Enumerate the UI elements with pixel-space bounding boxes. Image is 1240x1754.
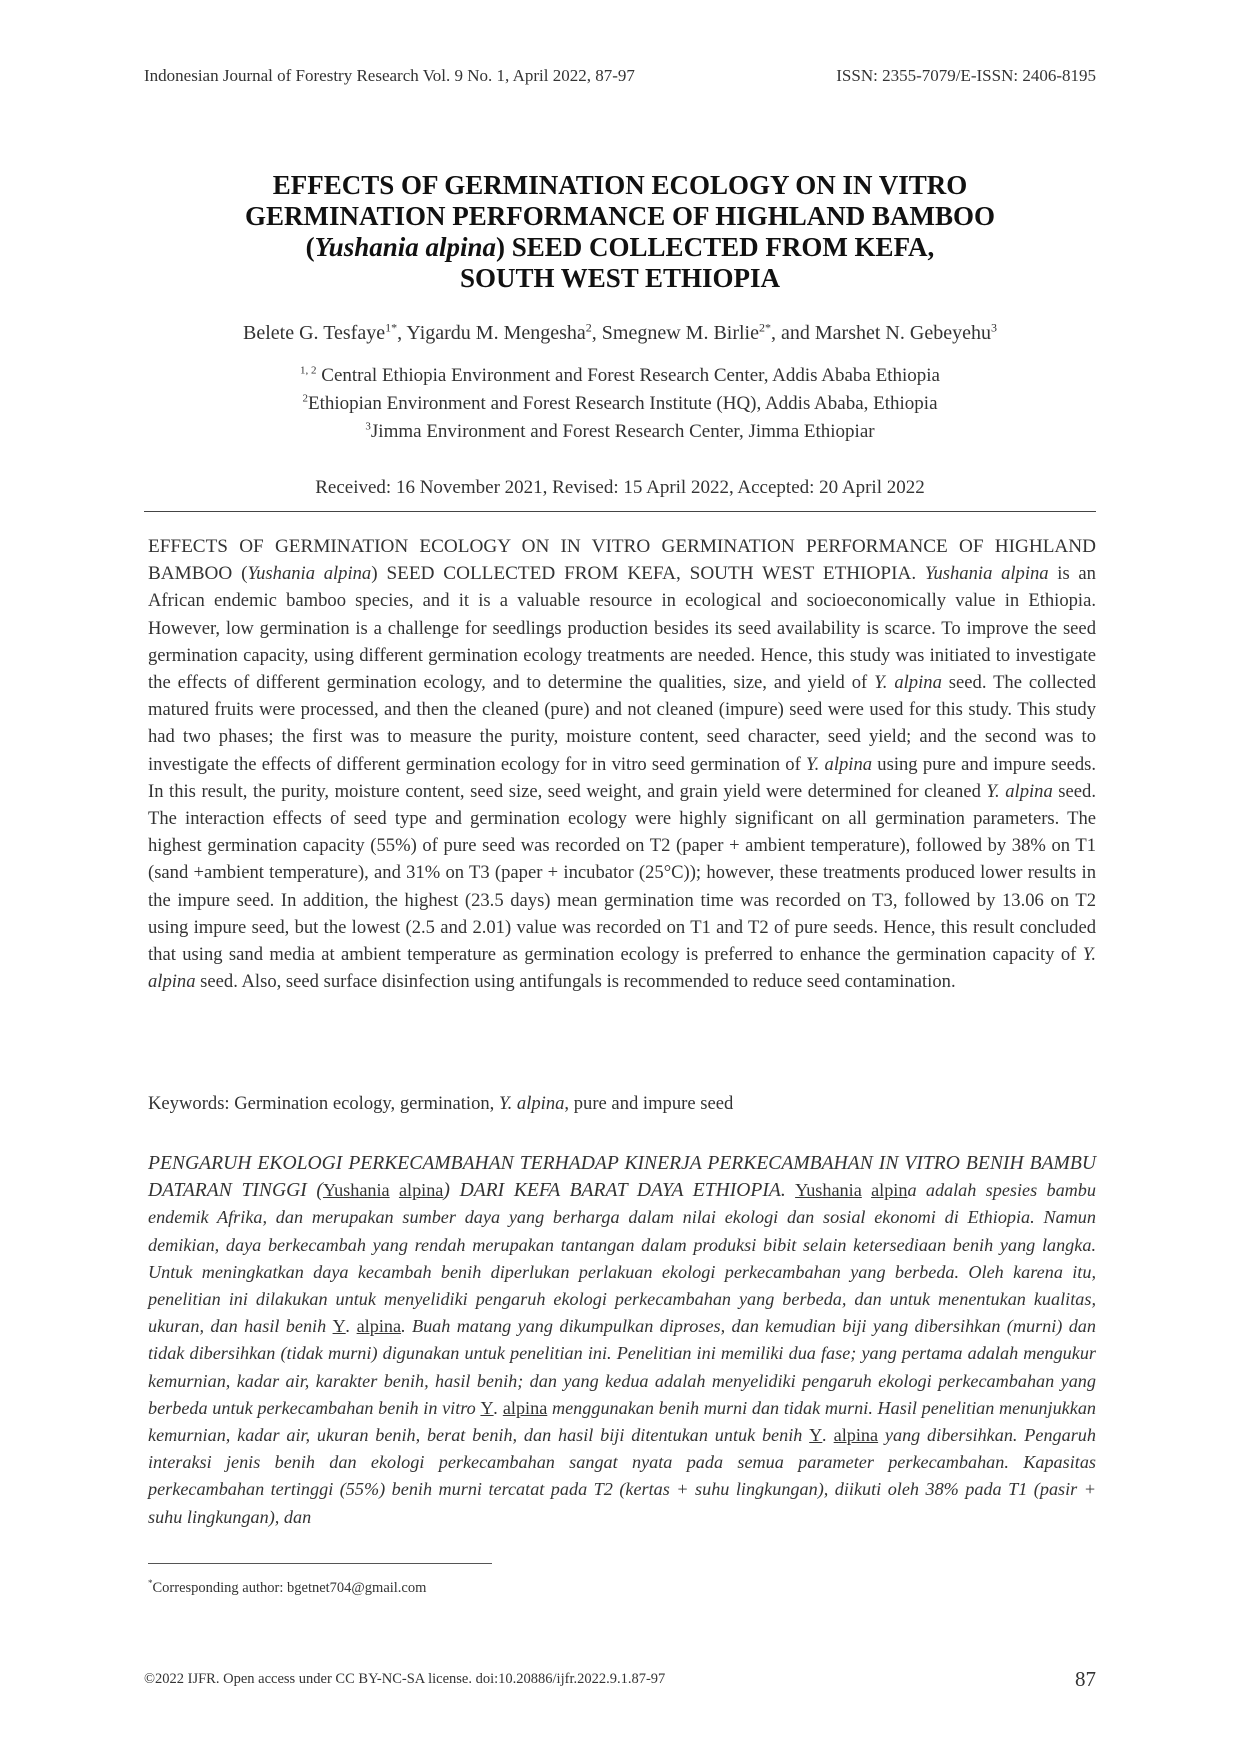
abstract-text: using pure and impure seeds. In this result, the purity, moisture content, seed size, seed weight, and grain yield were determined for cleaned [148, 753, 1096, 802]
abstract-heading: EFFECTS OF GERMINATION ECOLOGY ON IN VITRO GERMINATION PERFORMANCE OF HIGHLAND BAMBOO ( [148, 536, 1096, 585]
abstrak-text: yang dibersihkan. Pengaruh interaksi jenis benih dan ekologi perkecambahan sangat nyata pada semua parameter perkecambahan. Kapasitas perkecambahan tertinggi (55%) benih murni tercatat pada T2 (kertas + suhu lingkungan), diikuti oleh 38% pada T1 (pasir + suhu lingkungan), dan [148, 1425, 1096, 1527]
running-head [144, 66, 1096, 90]
species-name: Y. alpina [874, 672, 942, 694]
abstract-text: seed. The collected matured fruits were processed, and then the cleaned (pure) and not cleaned (impure) seed were used for this study. This study had two phases; the first was to measure the purity, moisture content, seed character, seed yield; and the second was to investigate the effects of different germination ecology for in vitro seed germination of [148, 672, 1097, 775]
abstrak-text: menggunakan benih murni dan tidak murni. Hasil penelitian menunjukkan kemurnian, kadar air, ukuran benih, berat benih, dan hasil biji ditentukan untuk benih [148, 1397, 1097, 1446]
journal-citation: Indonesian Journal of Forestry Research Vol. 9 No. 1, April 2022, 87-97 [144, 66, 635, 85]
issn-label: ISSN: 2355-7079/E-ISSN: 2406-8195 [836, 66, 1096, 85]
abstrak-text: a adalah spesies bambu endemik Afrika, dan merupakan sumber daya yang berharga dalam nilai ekologi dan sosial ekonomi di Ethiopia. Namun demikian, daya berkecambah yang rendah merupakan tantangan dalam produksi bibit selain ketersediaan benih yang langka. Untuk meningkatkan daya kecambah benih diperlukan perlakuan ekologi perkecambahan yang berbeda. Oleh karena itu, penelitian ini dilakukan untuk menyelidiki pengaruh ekologi perkecambahan yang berbeda, dan untuk menentukan kualitas, ukuran, dan hasil benih [148, 1180, 1096, 1337]
title-line-4: SOUTH WEST ETHIOPIA [459, 263, 781, 293]
affiliation [144, 390, 1096, 418]
title-line-3 [144, 232, 1096, 263]
species-name: Y. alpina [498, 1093, 565, 1114]
species-name: Yushania alpina [924, 563, 1049, 585]
abstrak-text: . Buah matang yang dikumpulkan diproses, dan kemudian biji yang dibersihkan (murni) dan tidak dibersihkan (tidak murni) digunakan untuk penelitian ini. Penelitian ini memiliki dua fase; yang pertama adalah mengukur kemurnian, kadar air, karakter benih, hasil benih; dan yang kedua adalah menyelidiki pengaruh ekologi perkecambahan yang berbeda untuk perkecambahan benih in vitro [148, 1316, 1096, 1418]
abstrak-dot: . [822, 1425, 834, 1446]
title-species: Yushania alpina [314, 232, 497, 262]
abstract-text: is an African endemic bamboo species, and it is a valuable resource in ecological and socioeconomically value in Ethiopia. However, low germination is a challenge for seedlings production besides its seed availability is scarce. To improve the seed germination capacity, using different germination ecology treatments are needed. Hence, this study was initiated to investigate the effects of different germination ecology, and to determine the qualities, size, and yield of [148, 563, 1096, 694]
author-affil-mark: 1* [385, 320, 398, 335]
author-name: Marshet N. Gebeyehu [814, 322, 991, 344]
abstract-text: seed. The interaction effects of seed type and germination ecology were highly significant on all germination parameters. The highest germination capacity (55%) of pure seed was recorded on T2 (paper + ambient temperature), followed by 38% on T1 (sand +ambient temperature), and 31% on T3 (paper + incubator (25°C)); however, these treatments produced lower results in the impure seed. In addition, the highest (23.5 days) mean germination time was recorded on T3, followed by 13.06 on T2 using impure seed, but the lowest (2.5 and 2.01) value was recorded on T1 and T2 of pure seeds. Hence, this result concluded that using sand media at ambient temperature as germination ecology is preferred to enhance the germination capacity of [148, 780, 1096, 966]
keywords-text: , pure and impure seed [564, 1093, 734, 1114]
footnote-text: Corresponding author: bgetnet704@gmail.com [152, 1580, 427, 1596]
title-paren: ( [305, 232, 315, 262]
page-number: 87 [1075, 1667, 1096, 1691]
author-affil-mark: 2 [585, 320, 592, 335]
abstrak-dot: . [493, 1397, 503, 1418]
species-epithet: alpina [398, 1180, 444, 1201]
footnote-divider [148, 1563, 492, 1564]
author-list [144, 322, 1096, 345]
affiliation-text: Ethiopian Environment and Forest Research Institute (HQ), Addis Ababa, Ethiopia [307, 393, 938, 414]
abstrak-heading: ) DARI KEFA BARAT DAYA ETHIOPIA. [443, 1180, 786, 1202]
author-separator: , [397, 322, 407, 344]
affiliation [144, 362, 1096, 390]
article-title [144, 170, 1096, 294]
genus-initial: Y [480, 1397, 494, 1418]
author-separator: , and [771, 322, 815, 344]
header-divider [144, 511, 1096, 512]
keywords-label: Keywords: [148, 1093, 230, 1114]
species-epithet: alpina [502, 1397, 548, 1418]
species-name: Y. alpina [986, 780, 1053, 802]
abstract-indonesian [148, 1150, 1096, 1531]
affiliation-list [144, 362, 1096, 446]
abstract-english [148, 533, 1096, 995]
author-separator: , [591, 322, 602, 344]
affiliation-text: Central Ethiopia Environment and Forest Research Center, Addis Ababa Ethiopia [316, 365, 940, 386]
genus-initial: Y [332, 1316, 346, 1337]
author-name: Yigardu M. Mengesha [406, 322, 586, 344]
species-name: Yushania alpina [247, 563, 372, 585]
species-name: Y. alpina [806, 753, 873, 775]
species-genus: Yushania [795, 1180, 862, 1201]
title-line-1: EFFECTS OF GERMINATION ECOLOGY ON IN VITRO [272, 170, 968, 200]
abstrak-heading: PENGARUH EKOLOGI PERKECAMBAHAN TERHADAP KINERJA PERKECAMBAHAN IN VITRO BENIH BAMBU DATARAN TINGGI ( [148, 1153, 1096, 1202]
corresponding-author-footnote [148, 1580, 426, 1597]
keywords-text: Germination ecology, germination, [229, 1093, 499, 1114]
author-affil-mark: 3 [990, 320, 997, 335]
species-genus: Yushania [322, 1180, 390, 1201]
abstrak-dot: . [345, 1316, 357, 1337]
species-epithet: alpin [871, 1180, 908, 1201]
license-footer: ©2022 IJFR. Open access under CC BY-NC-SA license. doi:10.20886/ijfr.2022.9.1.87-97 [144, 1671, 666, 1687]
title-line-3-rest: ) SEED COLLECTED FROM KEFA, [496, 232, 935, 262]
affiliation [144, 418, 1096, 446]
affiliation-mark: 3 [365, 420, 371, 433]
author-affil-mark: 2* [759, 320, 771, 335]
species-epithet: alpina [356, 1316, 402, 1337]
abstract-text: seed. Also, seed surface disinfection using antifungals is recommended to reduce seed contamination. [195, 971, 956, 993]
abstract-heading: ) SEED COLLECTED FROM KEFA, SOUTH WEST ETHIOPIA. [371, 563, 917, 585]
keywords [148, 1093, 1096, 1115]
species-name: Y. alpina [148, 944, 1096, 993]
affiliation-text: Jimma Environment and Forest Research Center, Jimma Ethiopiar [370, 421, 875, 442]
title-line-2: GERMINATION PERFORMANCE OF HIGHLAND BAMBOO [244, 201, 995, 231]
footnote-mark: * [148, 1578, 153, 1589]
author-name: Belete G. Tesfaye [243, 322, 386, 344]
affiliation-mark: 2 [302, 392, 308, 405]
affiliation-mark: 1, 2 [300, 364, 317, 377]
species-epithet: alpina [833, 1425, 879, 1446]
submission-dates: Received: 16 November 2021, Revised: 15 April 2022, Accepted: 20 April 2022 [315, 477, 925, 498]
genus-initial: Y [809, 1425, 823, 1446]
author-name: Smegnew M. Birlie [601, 322, 759, 344]
